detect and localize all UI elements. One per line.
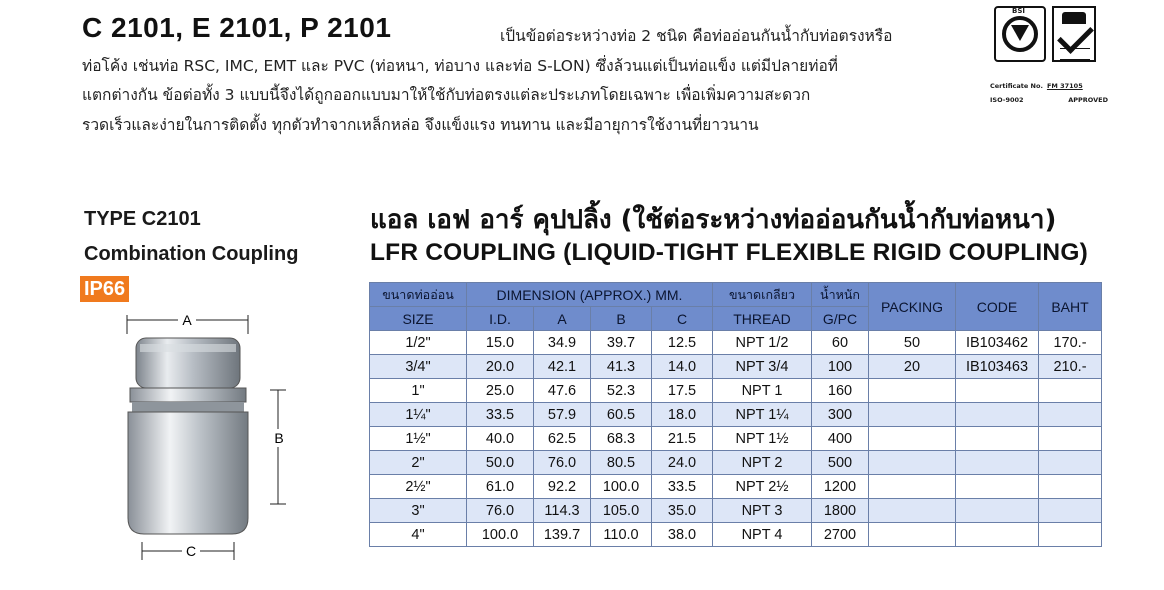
col-code: CODE (956, 283, 1039, 331)
cell-size: 3/4" (370, 355, 467, 379)
cell-b: 60.5 (591, 403, 652, 427)
cell-packing (869, 523, 956, 547)
title-english: LFR COUPLING (LIQUID-TIGHT FLEXIBLE RIGID COUPLING) (370, 239, 1088, 266)
intro-line-4: รวดเร็วและง่ายในการติดตั้ง ทุกตัวทำจากเหล็กหล่อ จึงแข็งแรง ทนทาน และมีอายุการใช้งานที่ยาวนาน (82, 115, 759, 134)
cell-code (956, 379, 1039, 403)
certification-block (990, 6, 1110, 108)
cell-packing: 50 (869, 331, 956, 355)
cell-size: 2" (370, 451, 467, 475)
cell-b: 39.7 (591, 331, 652, 355)
intro-line-1: เป็นข้อต่อระหว่างท่อ 2 ชนิด คือท่ออ่อนกันน้ำกับท่อตรงหรือ (500, 27, 893, 45)
col-packing: PACKING (869, 283, 956, 331)
ip-rating-badge: IP66 (80, 276, 129, 302)
cell-baht (1039, 427, 1102, 451)
cell-baht (1039, 523, 1102, 547)
table-row (370, 475, 1102, 499)
standard-line (990, 96, 1108, 104)
cell-b: 41.3 (591, 355, 652, 379)
cell-a: 34.9 (534, 331, 591, 355)
cell-thread: NPT 3 (713, 499, 812, 523)
cell-thread: NPT 1¼ (713, 403, 812, 427)
product-name: Combination Coupling (84, 243, 299, 265)
cell-baht: 170.- (1039, 331, 1102, 355)
cell-thread: NPT 2 (713, 451, 812, 475)
cell-thread: NPT 4 (713, 523, 812, 547)
cell-a: 114.3 (534, 499, 591, 523)
cell-size: 2½" (370, 475, 467, 499)
cell-size: 4" (370, 523, 467, 547)
cell-thread: NPT 1½ (713, 427, 812, 451)
certificate-line (990, 82, 1083, 90)
cell-weight: 160 (812, 379, 869, 403)
cell-thread: NPT 2½ (713, 475, 812, 499)
cell-weight: 100 (812, 355, 869, 379)
col-dimension: DIMENSION (APPROX.) MM. (467, 283, 713, 307)
cell-weight: 300 (812, 403, 869, 427)
cell-a: 62.5 (534, 427, 591, 451)
cell-weight: 2700 (812, 523, 869, 547)
col-size-th: ขนาดท่ออ่อน (370, 283, 467, 307)
iso-standard: ISO-9002 (990, 96, 1024, 104)
intro-paragraph (82, 22, 962, 140)
cell-size: 1¼" (370, 403, 467, 427)
cell-code: IB103462 (956, 331, 1039, 355)
cell-baht (1039, 379, 1102, 403)
cell-code (956, 403, 1039, 427)
cell-a: 42.1 (534, 355, 591, 379)
table-row (370, 355, 1102, 379)
cell-b: 100.0 (591, 475, 652, 499)
cell-code (956, 475, 1039, 499)
cell-size: 3" (370, 499, 467, 523)
cell-baht (1039, 499, 1102, 523)
dimension-c-label: C (185, 543, 197, 559)
cell-a: 139.7 (534, 523, 591, 547)
cell-id: 33.5 (467, 403, 534, 427)
cell-packing (869, 475, 956, 499)
cell-c: 35.0 (652, 499, 713, 523)
cell-c: 14.0 (652, 355, 713, 379)
table-row (370, 403, 1102, 427)
cell-c: 33.5 (652, 475, 713, 499)
cell-a: 57.9 (534, 403, 591, 427)
cell-weight: 500 (812, 451, 869, 475)
cell-size: 1" (370, 379, 467, 403)
cell-weight: 1200 (812, 475, 869, 499)
certificate-label: Certificate No. (990, 82, 1043, 90)
cell-id: 61.0 (467, 475, 534, 499)
cell-weight: 400 (812, 427, 869, 451)
col-size: SIZE (370, 307, 467, 331)
cell-code: IB103463 (956, 355, 1039, 379)
bsi-logo-icon (994, 6, 1046, 62)
cell-c: 38.0 (652, 523, 713, 547)
col-id: I.D. (467, 307, 534, 331)
cell-packing (869, 499, 956, 523)
coupling-drawing (110, 308, 330, 578)
cell-a: 47.6 (534, 379, 591, 403)
model-codes: C 2101, E 2101, P 2101 (82, 12, 392, 43)
cell-b: 110.0 (591, 523, 652, 547)
table-header-row (370, 283, 1102, 307)
product-type: TYPE C2101 (84, 208, 201, 230)
cell-size: 1/2" (370, 331, 467, 355)
cell-packing: 20 (869, 355, 956, 379)
cell-c: 12.5 (652, 331, 713, 355)
table-row (370, 499, 1102, 523)
cell-a: 76.0 (534, 451, 591, 475)
cell-packing (869, 403, 956, 427)
cell-weight: 1800 (812, 499, 869, 523)
col-thread: THREAD (713, 307, 812, 331)
cell-id: 76.0 (467, 499, 534, 523)
col-thread-th: ขนาดเกลียว (713, 283, 812, 307)
col-c: C (652, 307, 713, 331)
approved-label: APPROVED (1068, 96, 1108, 104)
cell-c: 17.5 (652, 379, 713, 403)
cell-baht: 210.- (1039, 355, 1102, 379)
cell-size: 1½" (370, 427, 467, 451)
intro-line-2: ท่อโค้ง เช่นท่อ RSC, IMC, EMT และ PVC (ท่อหนา, ท่อบาง และท่อ S-LON) ซึ่งล้วนแต่เป็นท่อแข็ง แต่มีปลายท่อที่ (82, 56, 838, 75)
cell-thread: NPT 3/4 (713, 355, 812, 379)
cell-packing (869, 427, 956, 451)
col-weight-th: น้ำหนัก (812, 283, 869, 307)
col-b: B (591, 307, 652, 331)
table-row (370, 523, 1102, 547)
cell-packing (869, 379, 956, 403)
cell-code (956, 451, 1039, 475)
cell-id: 20.0 (467, 355, 534, 379)
spec-table (369, 282, 1102, 547)
cell-id: 50.0 (467, 451, 534, 475)
title-thai: แอล เอฟ อาร์ คุปปลิ้ง (ใช้ต่อระหว่างท่ออ่อนกันน้ำกับท่อหนา) (370, 205, 1057, 235)
cell-code (956, 523, 1039, 547)
cell-id: 25.0 (467, 379, 534, 403)
cell-c: 24.0 (652, 451, 713, 475)
cell-baht (1039, 475, 1102, 499)
cell-baht (1039, 451, 1102, 475)
cell-c: 21.5 (652, 427, 713, 451)
approval-check-icon (1052, 6, 1096, 62)
table-row (370, 427, 1102, 451)
cell-thread: NPT 1/2 (713, 331, 812, 355)
cell-code (956, 427, 1039, 451)
cell-c: 18.0 (652, 403, 713, 427)
dimension-b-label: B (274, 430, 284, 446)
cell-weight: 60 (812, 331, 869, 355)
cell-packing (869, 451, 956, 475)
table-row (370, 379, 1102, 403)
cell-b: 52.3 (591, 379, 652, 403)
cell-thread: NPT 1 (713, 379, 812, 403)
cell-id: 100.0 (467, 523, 534, 547)
certificate-number: FM 37105 (1046, 82, 1083, 90)
table-row (370, 451, 1102, 475)
cell-code (956, 499, 1039, 523)
col-baht: BAHT (1039, 283, 1102, 331)
col-a: A (534, 307, 591, 331)
cell-b: 80.5 (591, 451, 652, 475)
coupling-illustration (110, 308, 330, 578)
cell-baht (1039, 403, 1102, 427)
dimension-a-label: A (182, 312, 192, 328)
cell-id: 15.0 (467, 331, 534, 355)
cell-b: 68.3 (591, 427, 652, 451)
bsi-label: BSI (1012, 7, 1025, 15)
table-row (370, 331, 1102, 355)
cell-id: 40.0 (467, 427, 534, 451)
cell-a: 92.2 (534, 475, 591, 499)
intro-line-3: แตกต่างกัน ข้อต่อทั้ง 3 แบบนี้จึงได้ถูกออกแบบมาให้ใช้กับท่อตรงแต่ละประเภทโดยเฉพาะ เพื่อเพิ่มความสะดวก (82, 86, 811, 104)
cell-b: 105.0 (591, 499, 652, 523)
col-weight: G/PC (812, 307, 869, 331)
